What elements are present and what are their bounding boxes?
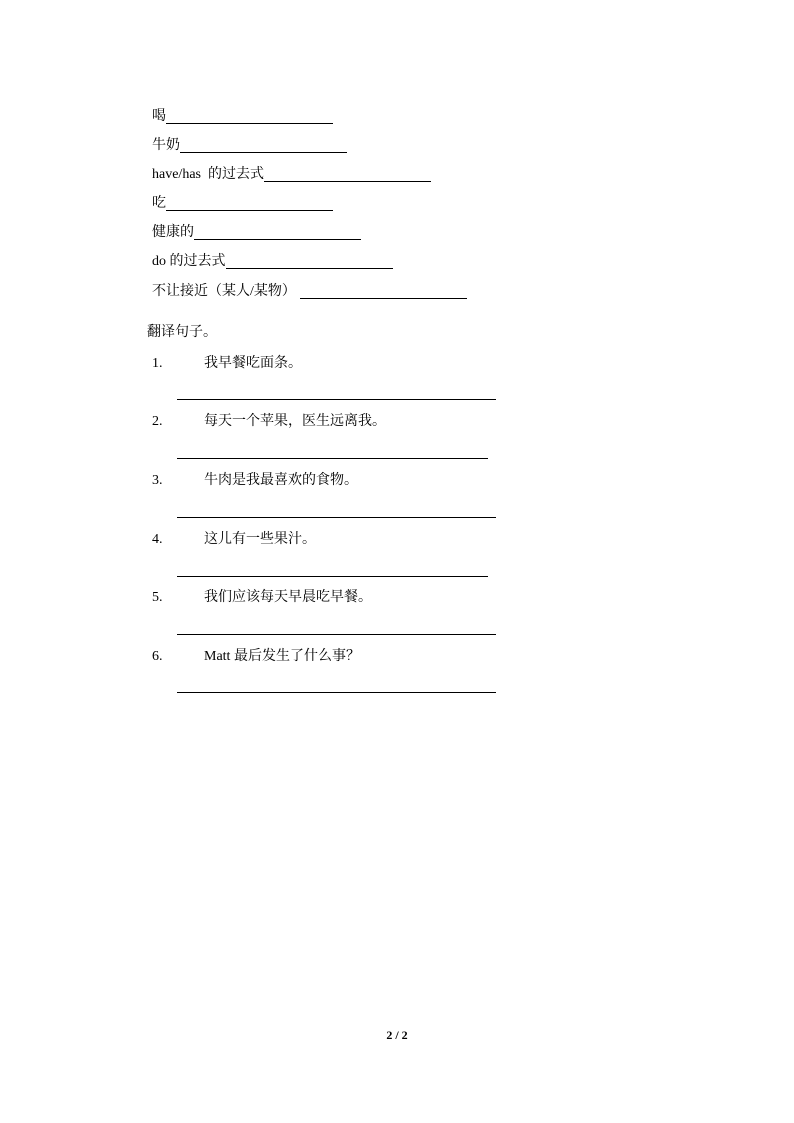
vocab-term: 牛奶	[152, 138, 180, 153]
section-title: 翻译句子。	[147, 325, 217, 340]
answer-line[interactable]	[177, 399, 496, 400]
vocab-term: 喝	[152, 109, 166, 124]
item-prompt: 牛肉是我最喜欢的食物。	[204, 473, 358, 488]
vocab-row-eat	[152, 192, 333, 214]
item-prompt: 我早餐吃面条。	[204, 356, 302, 371]
answer-blank[interactable]	[166, 107, 333, 124]
answer-line[interactable]	[177, 634, 496, 635]
item-prompt: 每天一个苹果，医生远离我。	[204, 414, 386, 429]
vocab-row-milk	[152, 134, 347, 156]
answer-blank[interactable]	[226, 252, 393, 269]
vocab-term: have/has 的过去式	[152, 167, 264, 182]
vocab-row-do-past	[152, 250, 393, 272]
vocab-row-keep-away	[152, 280, 467, 302]
vocab-term: 健康的	[152, 225, 194, 240]
answer-blank[interactable]	[300, 282, 467, 299]
item-prompt: 这儿有一些果汁。	[204, 532, 316, 547]
answer-blank[interactable]	[264, 165, 431, 182]
vocab-row-healthy	[152, 221, 361, 243]
answer-line[interactable]	[177, 576, 488, 577]
answer-blank[interactable]	[180, 136, 347, 153]
item-number: 2.	[152, 414, 163, 429]
vocab-row-have-past	[152, 163, 431, 185]
item-number: 3.	[152, 473, 163, 488]
item-number: 5.	[152, 590, 163, 605]
vocab-row-drink	[152, 105, 333, 127]
vocab-term: do 的过去式	[152, 254, 226, 269]
vocab-term: 不让接近（某人/某物）	[152, 284, 296, 299]
answer-line[interactable]	[177, 692, 496, 693]
item-prompt: 我们应该每天早晨吃早餐。	[204, 590, 372, 605]
page-number: 2 / 2	[386, 1028, 408, 1042]
item-number: 4.	[152, 532, 163, 547]
item-number: 1.	[152, 356, 163, 371]
answer-line[interactable]	[177, 458, 488, 459]
answer-blank[interactable]	[166, 194, 333, 211]
answer-line[interactable]	[177, 517, 496, 518]
answer-blank[interactable]	[194, 223, 361, 240]
item-number: 6.	[152, 649, 163, 664]
item-prompt: Matt 最后发生了什么事？	[204, 649, 360, 664]
vocab-term: 吃	[152, 196, 166, 211]
